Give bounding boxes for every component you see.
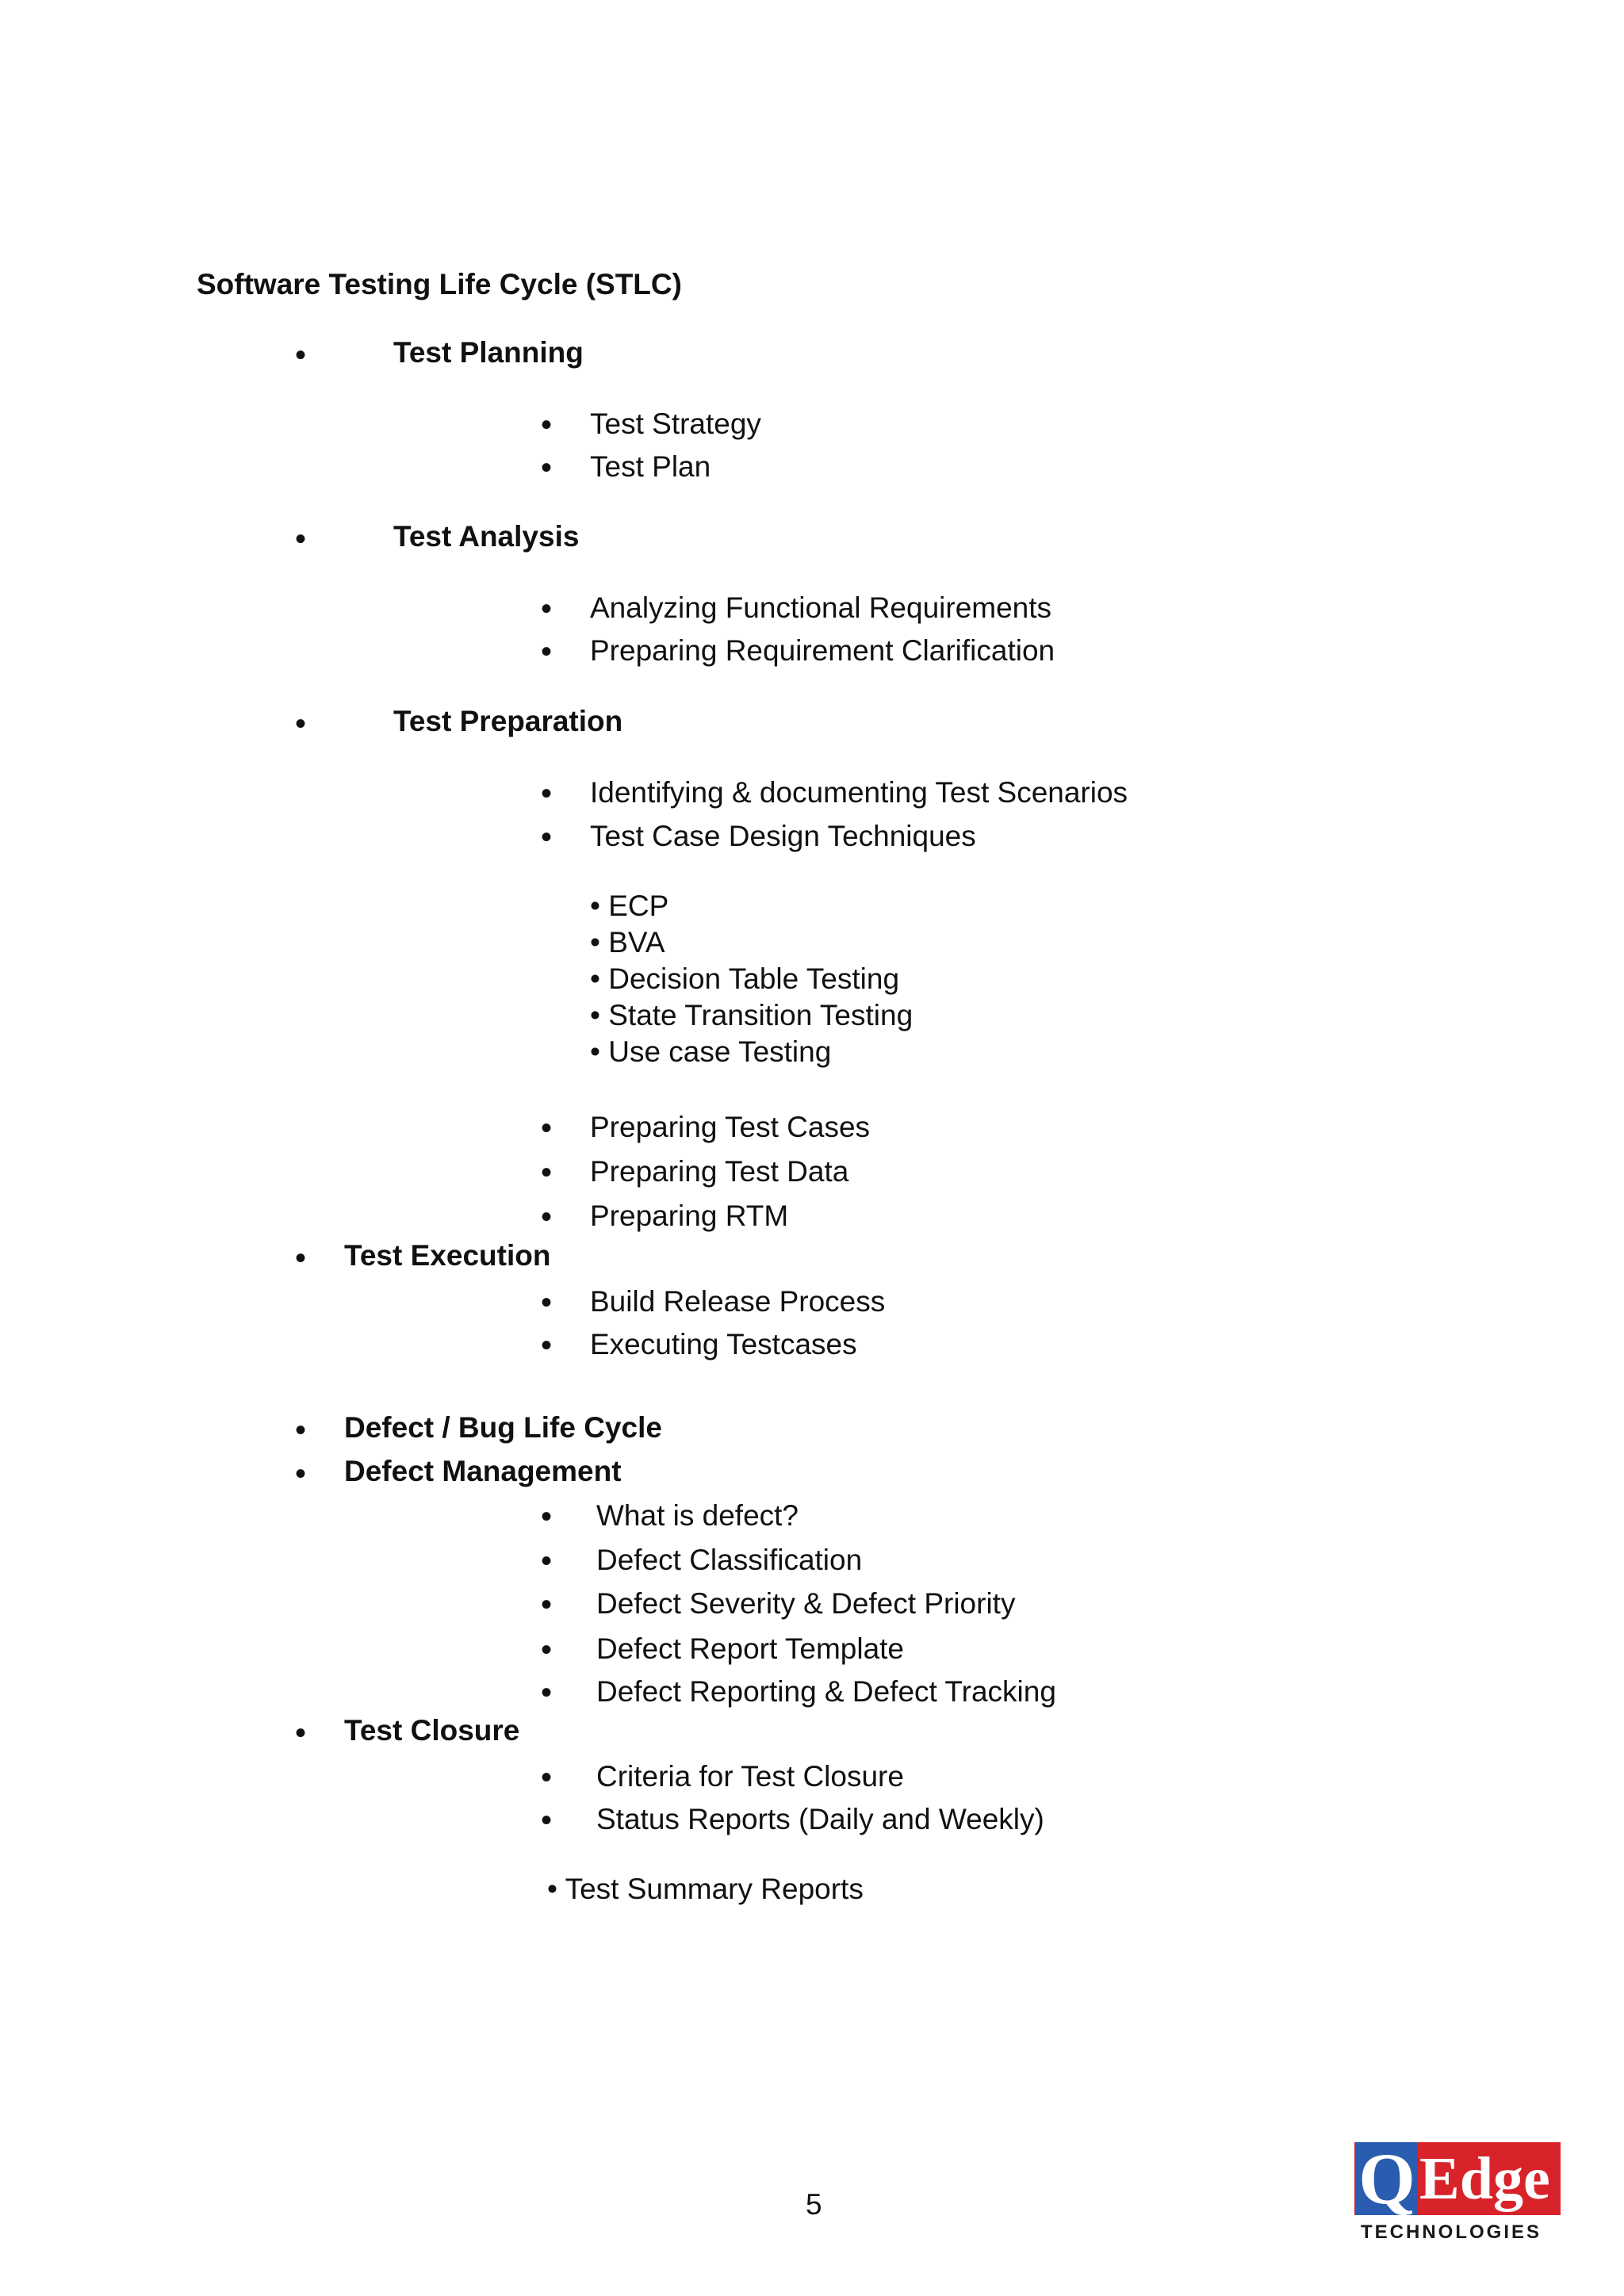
bullet: • [541,1544,553,1578]
bullet: • [295,1716,307,1751]
technique-item: • ECP [590,890,669,922]
list-item-extra: • Test Summary Reports [547,1873,864,1905]
company-logo [1354,2138,1561,2247]
list-item: Defect Classification [596,1544,863,1576]
list-item: Preparing Test Cases [590,1111,871,1143]
bullet: • [541,1587,553,1622]
bullet: • [295,522,307,557]
bullet: • [541,1285,553,1320]
bullet: • [541,1328,553,1363]
logo-subtitle: TECHNOLOGIES [1361,2221,1542,2243]
bullet: • [541,1200,553,1234]
list-item: Preparing Requirement Clarification [590,634,1055,667]
bullet: • [295,1413,307,1448]
page-number: 5 [806,2188,822,2221]
section-heading: Defect Management [344,1455,622,1487]
list-item: Defect Report Template [596,1632,905,1665]
bullet: • [541,450,553,485]
bullet: • [295,706,307,741]
list-item: Defect Reporting & Defect Tracking [596,1675,1056,1708]
document-title: Software Testing Life Cycle (STLC) [197,268,682,300]
list-item: Preparing Test Data [590,1155,849,1188]
bullet: • [541,1155,553,1190]
list-item: Status Reports (Daily and Weekly) [596,1803,1044,1835]
section-heading: Test Closure [344,1714,520,1747]
bullet: • [541,1803,553,1838]
bullet: • [541,634,553,669]
bullet: • [295,1241,307,1276]
list-item: Criteria for Test Closure [596,1760,904,1793]
bullet: • [541,1675,553,1710]
section-heading: Test Analysis [393,520,580,553]
bullet: • [541,1111,553,1146]
technique-item: • BVA [590,926,665,959]
technique-item: • Use case Testing [590,1035,832,1068]
bullet: • [541,1499,553,1534]
list-item: Identifying & documenting Test Scenarios [590,776,1128,809]
logo-wordmark: Edge [1419,2145,1550,2212]
list-item: Defect Severity & Defect Priority [596,1587,1016,1620]
bullet: • [295,338,307,373]
section-heading: Defect / Bug Life Cycle [344,1411,662,1444]
bullet: • [541,1760,553,1795]
logo-q-mark: Q [1356,2142,1418,2215]
bullet: • [541,591,553,626]
list-item: Analyzing Functional Requirements [590,591,1052,624]
bullet: • [541,1632,553,1667]
technique-item: • Decision Table Testing [590,962,900,995]
section-heading: Test Preparation [393,705,623,737]
section-heading: Test Execution [344,1239,551,1272]
list-item: Build Release Process [590,1285,886,1318]
section-heading: Test Planning [393,336,584,369]
list-item: Test Plan [590,450,711,483]
bullet: • [541,776,553,811]
list-item: Test Strategy [590,408,761,440]
list-item: What is defect? [596,1499,799,1532]
technique-item: • State Transition Testing [590,999,914,1031]
list-item: Preparing RTM [590,1200,789,1232]
bullet: • [541,820,553,855]
bullet: • [541,408,553,442]
bullet: • [295,1456,307,1491]
list-item: Executing Testcases [590,1328,857,1360]
list-item: Test Case Design Techniques [590,820,976,852]
